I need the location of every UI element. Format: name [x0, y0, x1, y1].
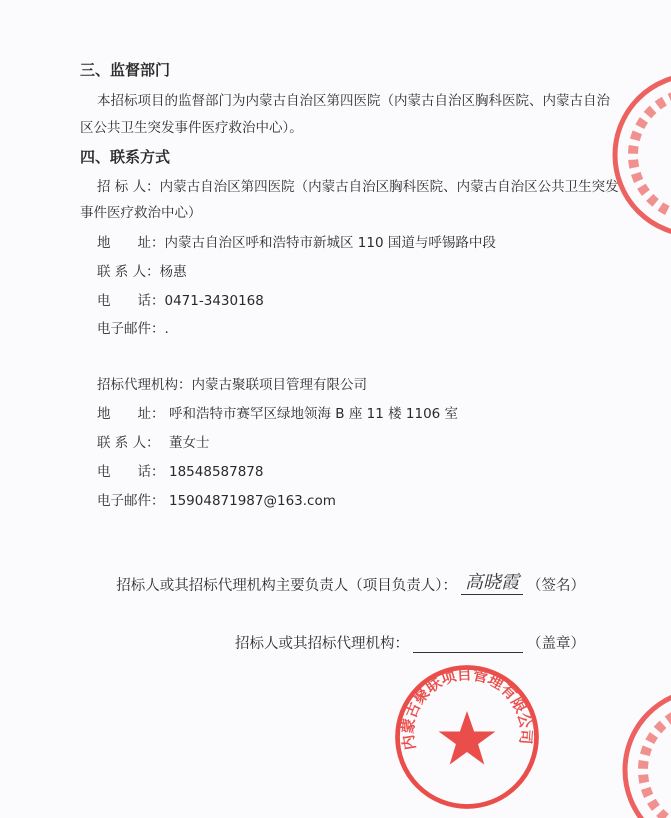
address-value: 内蒙古自治区呼和浩特市新城区 110 国道与呼锡路中段 [164, 235, 496, 251]
tenderer-line1 [97, 179, 619, 195]
seal-row [235, 634, 585, 653]
phone-value: 0471-3430168 [164, 293, 264, 309]
address-value: 呼和浩特市赛罕区绿地领海 B 座 11 楼 1106 室 [169, 406, 459, 422]
signature-suffix: （签名） [527, 578, 585, 594]
address-label: 地 址： [97, 235, 165, 251]
email-value: . [164, 321, 169, 337]
contact-value: 杨惠 [159, 264, 187, 280]
contact-label: 联 系 人： [97, 264, 160, 280]
section4-heading: 四、联系方式 [80, 148, 171, 166]
phone-value: 18548587878 [169, 464, 264, 480]
seal-underline [413, 634, 523, 653]
tenderer-label: 招 标 人： [97, 179, 160, 195]
agency-address [97, 406, 458, 422]
section3-heading: 三、监督部门 [80, 61, 171, 79]
signature-row [116, 572, 585, 595]
tenderer-contact [97, 264, 187, 280]
star-icon [439, 711, 496, 765]
stamp-text: 内蒙古聚联项目管理有限公司 [398, 665, 536, 752]
agency-label: 招标代理机构： [97, 377, 192, 393]
partial-seal-bottom-right [620, 680, 671, 818]
agency-email [97, 493, 336, 509]
seal-suffix: （盖章） [527, 636, 585, 652]
tenderer-address [97, 235, 496, 251]
contact-label: 联 系 人： [97, 435, 160, 451]
agency-contact [97, 435, 210, 451]
tenderer-line2: 事件医疗救治中心） [80, 205, 202, 221]
phone-label: 电 话： [97, 464, 165, 480]
agency-name [97, 377, 367, 393]
email-label: 电子邮件： [97, 321, 165, 337]
agency-value: 内蒙古聚联项目管理有限公司 [191, 377, 367, 393]
address-label: 地 址： [97, 406, 165, 422]
section3-paragraph-line1: 本招标项目的监督部门为内蒙古自治区第四医院（内蒙古自治区胸科医院、内蒙古自治 [97, 93, 610, 109]
tenderer-name: 内蒙古自治区第四医院（内蒙古自治区胸科医院、内蒙古自治区公共卫生突发 [159, 179, 619, 195]
handwritten-signature: 高晓霞 [461, 572, 523, 595]
company-seal-stamp [392, 662, 542, 812]
section3-paragraph-line2: 区公共卫生突发事件医疗救治中心）。 [80, 120, 303, 136]
seal-label: 招标人或其招标代理机构： [235, 636, 409, 652]
tenderer-phone [97, 293, 264, 309]
phone-label: 电 话： [97, 293, 165, 309]
tenderer-email [97, 321, 169, 337]
partial-seal-top-right [600, 70, 671, 240]
email-value: 15904871987@163.com [169, 493, 336, 509]
email-label: 电子邮件： [97, 493, 165, 509]
signature-label: 招标人或其招标代理机构主要负责人（项目负责人）： [116, 578, 457, 594]
agency-phone [97, 464, 263, 480]
contact-value: 董女士 [169, 435, 210, 451]
